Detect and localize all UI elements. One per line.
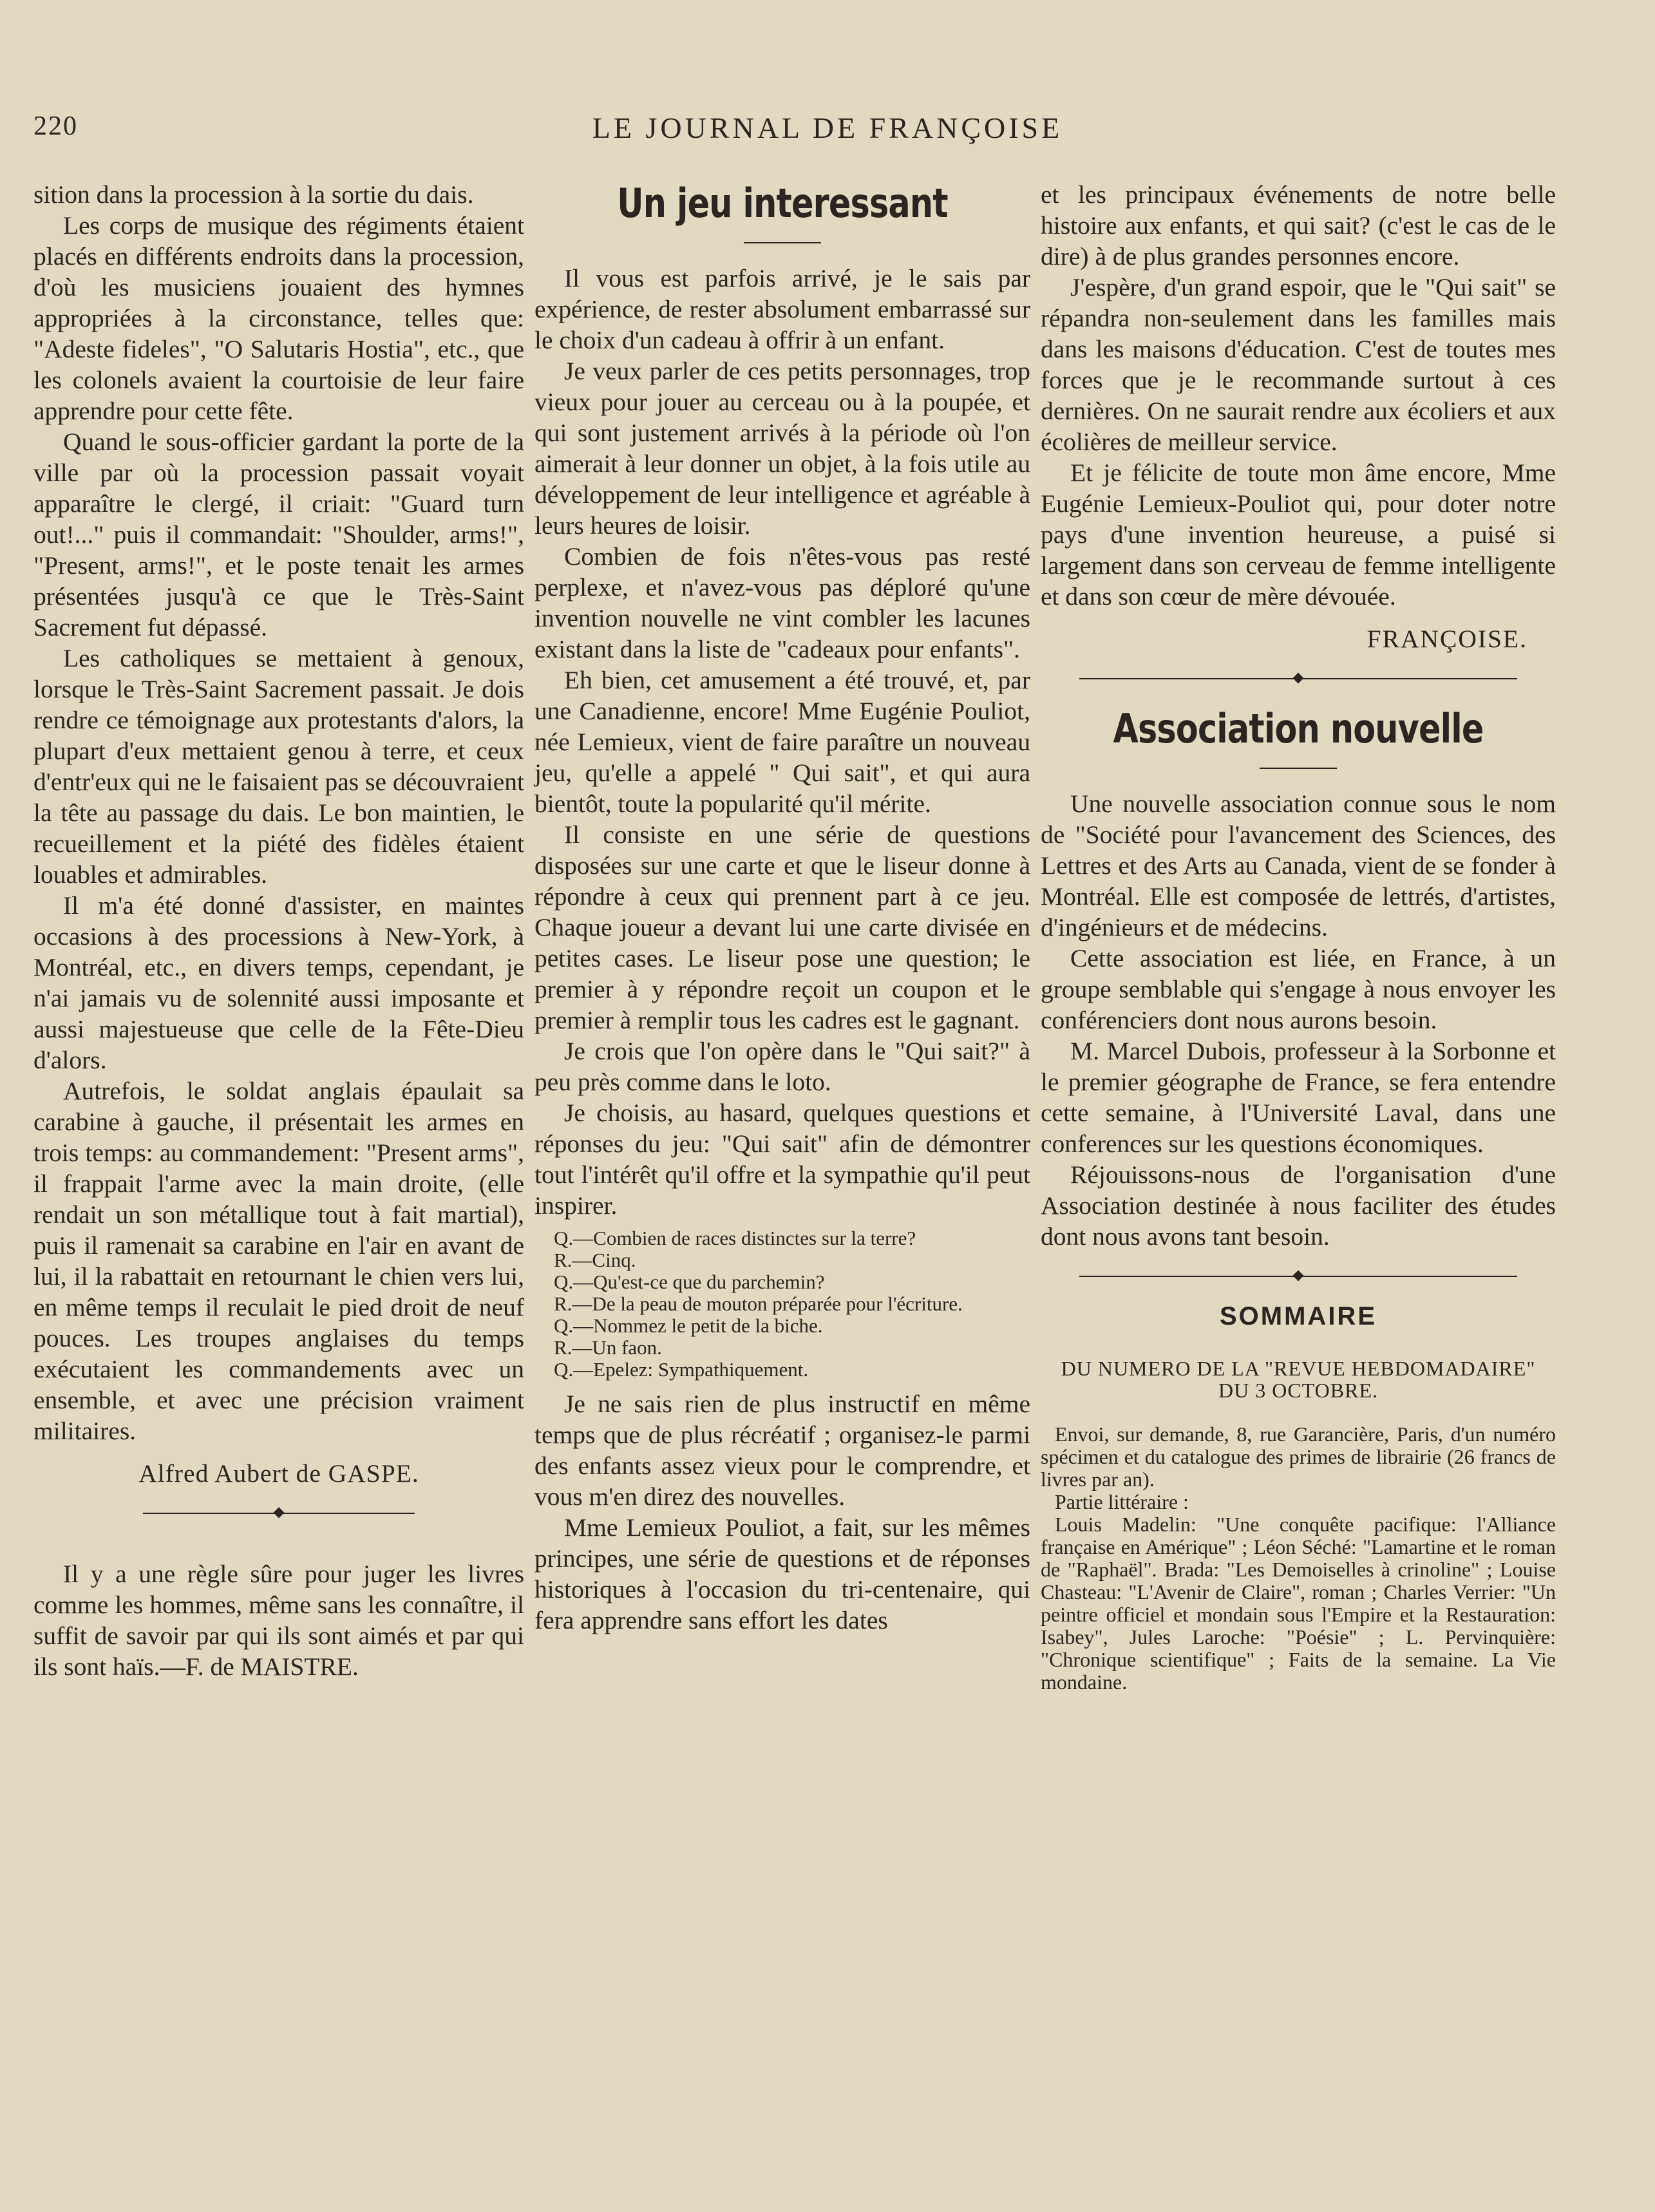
qa-line: R.—Cinq. (554, 1249, 636, 1271)
paragraph: Il consiste en une série de questions disposées sur une carte et que le liseur donne à répondre à ceux qui prennent part à ce jeu. Chaque joueur a devant lui une carte divisée en petites cases. Le liseur pose une question; le premier à y répondre reçoit un coupon et le premier à remplir tous les cadres est le gagnant. (534, 820, 1030, 1034)
paragraph: Je choisis, au hasard, quelques questions et réponses du jeu: "Qui sait" afin de démontrer tout l'intérêt qu'il offre et la sympathie qu'il peut inspirer. (534, 1099, 1030, 1220)
paragraph: Autrefois, le soldat anglais épaulait sa carabine à gauche, il présentait les armes en trois temps: au commandement: "Present arms", il frappait l'arme avec la main droite, (elle rendait un son métallique tout à fait martial), puis il ramenait sa carabine en l'air en avant de lui, il la rabattait en retournant le chien vers lui, en même temps il reculait le pied droit de neuf pouces. Les troupes anglaises du temps exécutaient les commandements avec un ensemble, et avec une précision vraiment militaires. (33, 1077, 524, 1445)
paragraph: Et je félicite de toute mon âme encore, Mme Eugénie Lemieux-Pouliot qui, pour doter notre pays d'une invention heureuse, a puisé si largement dans son cerveau de femme intelligente et dans son cœur de mère dévouée. (1041, 458, 1556, 610)
qa-line: Q.—Nommez le petit de la biche. (554, 1314, 823, 1337)
paragraph: Louis Madelin: "Une conquête pacifique: l'Alliance française en Amérique" ; Léon Séché: "Lamartine et le roman de "Raphaël". Brada: "Les Demoiselles à crinoline" ; Louise Chasteau: "L'Avenir de Claire", roman ; Charles Verrier: "Un peintre officiel et mondain sous l'Empire et la Restauration: Isabey", Jules Laroche: "Poésie" ; L. Pervinquière: "Chronique scientifique" ; Faits de la semaine. La Vie mondaine. (1041, 1513, 1556, 1694)
article-signature: Alfred Aubert de GASPE. (138, 1459, 419, 1488)
paragraph: M. Marcel Dubois, professeur à la Sorbonne et le premier géographe de France, se fera entendre cette semaine, à l'Université Laval, dans une conferences sur les questions économiques. (1041, 1037, 1556, 1158)
paragraph: Les catholiques se mettaient à genoux, lorsque le Très-Saint Sacrement passait. Je dois rendre ce témoignage aux protestants d'alors, la plupart d'eux mettaient genou à terre, et ceux d'entr'eux qui ne le faisaient pas se découvraient la tête au passage du dais. Le bon maintien, le recueillement et la piété des fidèles étaient louables et admirables. (33, 644, 524, 889)
paragraph: Quand le sous-officier gardant la porte de la ville par où la procession passait voyait apparaître le clergé, il criait: "Guard turn out!..." puis il commandait: "Shoulder, arms!", "Present, arms!", et le poste tenait les armes présentées jusqu'à ce que le Très-Saint Sacrement fut dépassé. (33, 428, 524, 641)
sommaire-body (1041, 1423, 1556, 1694)
maistre-quote: Il y a une règle sûre pour juger les livres comme les hommes, même sans les connaître, il suffit de savoir par qui ils sont aimés et par qui ils sont haïs.—F. de MAISTRE. (33, 1560, 524, 1681)
sommaire-subtitle: DU NUMERO DE LA "REVUE HEBDOMADAIRE" DU 3 OCTOBRE. (1061, 1357, 1536, 1402)
qa-line: Q.—Combien de races distinctes sur la terre? (554, 1227, 916, 1249)
paragraph: Envoi, sur demande, 8, rue Garancière, Paris, d'un numéro spécimen et du catalogue des primes de librairie (26 francs de livres par an). (1041, 1423, 1556, 1491)
ornamental-divider (33, 1500, 524, 1526)
column-1 (33, 179, 524, 1682)
paragraph: Réjouissons-nous de l'organisation d'une Association destinée à nous faciliter des études dont nous avons tant besoin. (1041, 1160, 1556, 1251)
qa-line: Q.—Epelez: Sympathiquement. (554, 1358, 809, 1381)
qa-line: R.—Un faon. (554, 1336, 662, 1359)
paragraph: Cette association est liée, en France, à un groupe semblable qui s'engage à nous envoyer les conférenciers dont nous aurons besoin. (1041, 944, 1556, 1034)
paragraph: Mme Lemieux Pouliot, a fait, sur les mêmes principes, une série de questions et de réponses historiques à l'occasion du tri-centenaire, qui fera apprendre sans effort les dates (534, 1513, 1030, 1634)
article-signature: FRANÇOISE. (1367, 625, 1527, 653)
paragraph: Les corps de musique des régiments étaient placés en différents endroits dans la procession, d'où les musiciens jouaient des hymnes appropriées à la circonstance, telles que: "Adeste fideles", "O Salutaris Hostia", etc., que les colonels avaient la courtoisie de leur faire apprendre pour cette fête. (33, 211, 524, 425)
paragraph: Il vous est parfois arrivé, je le sais par expérience, de rester absolument embarrassé sur le choix d'un cadeau à offrir à un enfant. (534, 264, 1030, 354)
ornamental-divider (1041, 666, 1556, 692)
headline-jeu-interessant: Un jeu interessant (617, 180, 948, 227)
paragraph: J'espère, d'un grand espoir, que le "Qui sait" se répandra non-seulement dans les familles mais dans les maisons d'éducation. C'est de toutes mes forces que je le recommande surtout à ces dernières. On ne saurait rendre aux écoliers et aux écolières de meilleur service. (1041, 273, 1556, 456)
column-2 (534, 178, 1030, 1636)
paragraph: sition dans la procession à la sortie du dais. (33, 180, 474, 209)
question-answer-list (534, 1227, 1030, 1381)
headline-rule (744, 242, 821, 243)
column-3 (1041, 179, 1556, 1694)
qa-line: Q.—Qu'est-ce que du parchemin? (554, 1271, 825, 1293)
paragraph: Partie littéraire : (1055, 1490, 1189, 1513)
running-title: LE JOURNAL DE FRANÇOISE (592, 111, 1063, 144)
page-number: 220 (33, 111, 78, 141)
paragraph: Une nouvelle association connue sous le nom de "Société pour l'avancement des Sciences, des Lettres et des Arts au Canada, vient de se fonder à Montréal. Elle est composée de lettrés, d'artistes, d'ingénieurs et de médecins. (1041, 789, 1556, 941)
paragraph: Combien de fois n'êtes-vous pas resté perplexe, et n'avez-vous pas déploré qu'une invention nouvelle ne vint combler les lacunes existant dans la liste de "cadeaux pour enfants". (534, 542, 1030, 663)
paragraph: Eh bien, cet amusement a été trouvé, et, par une Canadienne, encore! Mme Eugénie Pouliot, née Lemieux, vient de faire paraître un nouveau jeu, qu'elle a appelé " Qui sait", et qui aura bientôt, toute la popularité qu'il mérite. (534, 666, 1030, 818)
ornamental-divider (1041, 1263, 1556, 1289)
paragraph: Je ne sais rien de plus instructif en même temps que de plus récréatif ; organisez-le parmi des enfants assez vieux pour le comprendre, et vous m'en direz des nouvelles. (534, 1390, 1030, 1511)
headline-rule (1260, 768, 1337, 769)
paragraph: Il m'a été donné d'assister, en maintes occasions à des processions à New-York, à Montréal, etc., en divers temps, cependant, je n'ai jamais vu de solennité aussi imposante et aussi majestueuse que celle de la Fête-Dieu d'alors. (33, 891, 524, 1074)
headline-association-nouvelle: Association nouvelle (1113, 705, 1484, 752)
paragraph: Je crois que l'on opère dans le "Qui sait?" à peu près comme dans le loto. (534, 1037, 1030, 1096)
paragraph: et les principaux événements de notre belle histoire aux enfants, et qui sait? (c'est le cas de le dire) à de plus grandes personnes encore. (1041, 180, 1556, 270)
paragraph: Je veux parler de ces petits personnages, trop vieux pour jouer au cerceau ou à la poupée, et qui sont justement arrivés à la période où l'on aimerait à leur donner un objet, à la fois utile au développement de leur intelligence et agréable à leurs heures de loisir. (534, 357, 1030, 540)
sommaire-title: SOMMAIRE (1220, 1302, 1377, 1330)
qa-line: R.—De la peau de mouton préparée pour l'écriture. (554, 1292, 963, 1315)
